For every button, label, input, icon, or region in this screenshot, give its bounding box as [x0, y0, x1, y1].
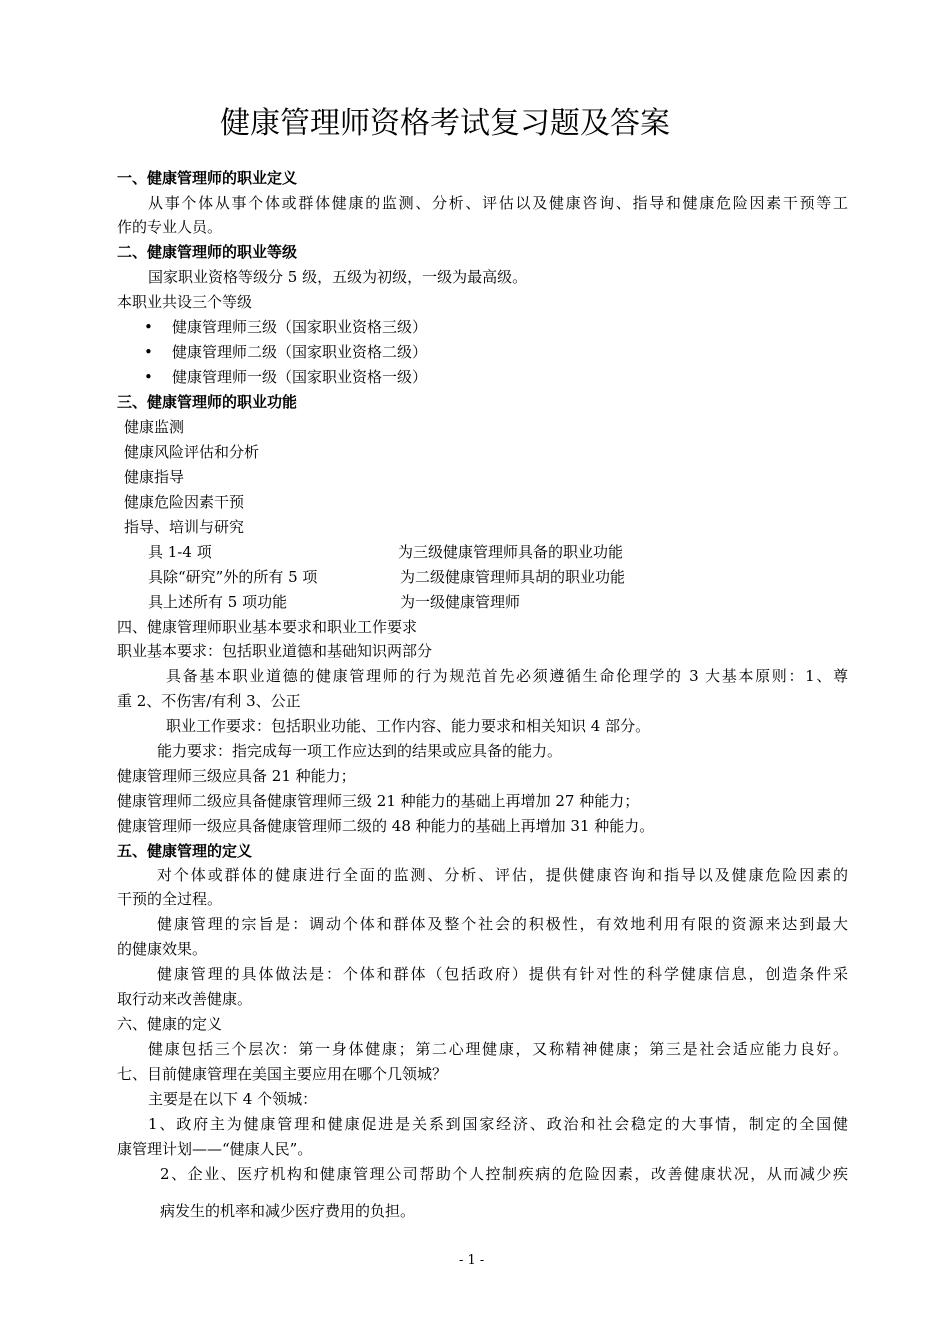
section-1-heading: 一、健康管理师的职业定义 — [117, 169, 298, 187]
bullet-icon: • — [144, 318, 153, 336]
s4-line-3: 职业工作要求：包括职业功能、工作内容、能力要求和相关知识 4 部分。 — [166, 717, 651, 735]
s2-paragraph-2: 本职业共设三个等级 — [117, 293, 253, 311]
list-item-text: 健康管理师一级（国家职业资格一级） — [172, 368, 428, 386]
section-7-heading: 七、目前健康管理在美国主要应用在哪个几领城？ — [117, 1065, 448, 1083]
s4-line-6: 健康管理师二级应具备健康管理师三级 21 种能力的基础上再增加 27 种能力； — [117, 792, 640, 810]
s4-line-1: 职业基本要求：包括职业道德和基础知识两部分 — [117, 642, 433, 660]
section-5-heading: 五、健康管理的定义 — [117, 842, 253, 860]
level-row-left: 具 1-4 项 — [148, 543, 212, 561]
s7-paragraph-3b: 病发生的机率和减少医疗费用的负担。 — [160, 1202, 416, 1220]
list-item — [144, 317, 427, 337]
function-item: 指导、培训与研究 — [124, 518, 245, 536]
function-item: 健康风险评估和分析 — [124, 443, 260, 461]
s5-paragraph-1a: 对个体或群体的健康进行全面的监测、分析、评估，提供健康咨询和指导以及健康危险因素的 — [157, 866, 848, 884]
level-row-left: 具除“研究”外的所有 5 项 — [148, 568, 318, 586]
s6-paragraph-1: 健康包括三个层次：第一身体健康；第二心理健康，又称精神健康；第三是社会适应能力良好。 — [148, 1040, 848, 1058]
s5-paragraph-3a: 健康管理的具体做法是：个体和群体（包括政府）提供有针对性的科学健康信息，创造条件采 — [157, 965, 848, 983]
s4-line-7: 健康管理师一级应具备健康管理师二级的 48 种能力的基础上再增加 31 种能力。 — [117, 817, 655, 835]
level-row-right: 为三级健康管理师具备的职业功能 — [398, 543, 624, 561]
section-4-heading: 四、健康管理师职业基本要求和职业工作要求 — [117, 618, 418, 636]
function-item: 健康危险因素干预 — [124, 493, 245, 511]
level-row-right: 为二级健康管理师具胡的职业功能 — [400, 568, 626, 586]
list-item — [144, 367, 427, 387]
section-6-heading: 六、健康的定义 — [117, 1015, 223, 1033]
level-row-right: 为一级健康管理师 — [400, 593, 521, 611]
s5-paragraph-2a: 健康管理的宗旨是：调动个体和群体及整个社会的积极性，有效地利用有限的资源来达到最大 — [157, 915, 848, 933]
s4-line-5: 健康管理师三级应具备 21 种能力； — [117, 767, 356, 785]
s4-line-2b: 重 2、不伤害/有利 3、公正 — [117, 692, 301, 710]
list-item — [144, 342, 427, 362]
page-number: - 1 - — [459, 1253, 485, 1268]
function-item: 健康监测 — [124, 418, 185, 436]
s7-paragraph-1: 主要是在以下 4 个领城： — [148, 1090, 318, 1108]
s4-line-4: 能力要求：指完成每一项工作应达到的结果或应具备的能力。 — [157, 742, 563, 760]
s2-paragraph-1: 国家职业资格等级分 5 级，五级为初级，一级为最高级。 — [148, 268, 528, 286]
bullet-icon: • — [144, 368, 153, 386]
page-title: 健康管理师资格考试复习题及答案 — [220, 106, 670, 141]
function-item: 健康指导 — [124, 468, 185, 486]
s5-paragraph-3b: 取行动来改善健康。 — [117, 990, 253, 1008]
section-3-heading: 三、健康管理师的职业功能 — [117, 393, 298, 411]
s7-paragraph-2a: 1、政府主为健康管理和健康促进是关系到国家经济、政治和社会稳定的大事情，制定的全国健 — [148, 1115, 848, 1133]
s1-paragraph-line2: 作的专业人员。 — [117, 218, 223, 236]
s4-line-2a: 具备基本职业道德的健康管理师的行为规范首先必须遵循生命伦理学的 3 大基本原则：1、尊 — [166, 667, 848, 685]
list-item-text: 健康管理师二级（国家职业资格二级） — [172, 343, 428, 361]
s1-paragraph-line1: 从事个体从事个体或群体健康的监测、分析、评估以及健康咨询、指导和健康危险因素干预等工 — [148, 194, 848, 212]
s7-paragraph-3a: 2、企业、医疗机构和健康管理公司帮助个人控制疾病的危险因素，改善健康状况，从而减少疾 — [160, 1165, 848, 1183]
s5-paragraph-2b: 的健康效果。 — [117, 940, 208, 958]
section-2-heading: 二、健康管理师的职业等级 — [117, 243, 298, 261]
s5-paragraph-1b: 干预的全过程。 — [117, 890, 223, 908]
s7-paragraph-2b: 康管理计划——“健康人民”。 — [117, 1140, 313, 1158]
bullet-icon: • — [144, 343, 153, 361]
list-item-text: 健康管理师三级（国家职业资格三级） — [172, 318, 428, 336]
level-row-left: 具上述所有 5 项功能 — [148, 593, 288, 611]
